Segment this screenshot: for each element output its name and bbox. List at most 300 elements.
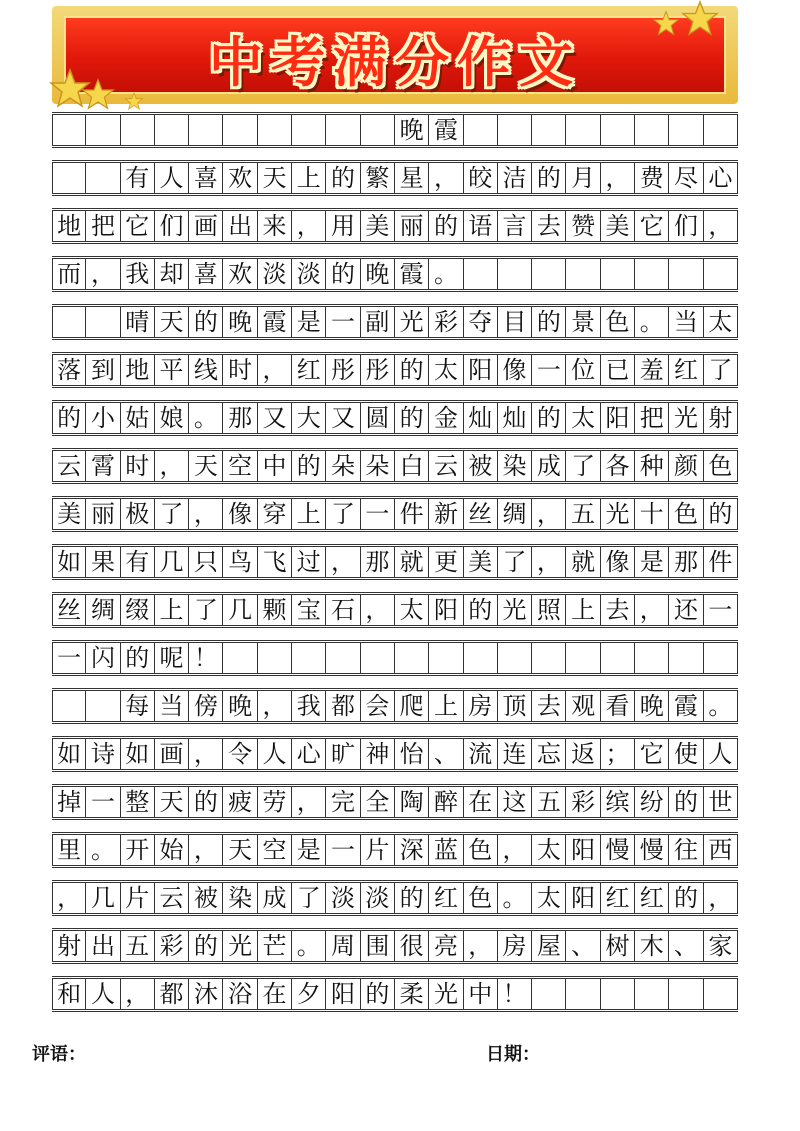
grid-cell: 、 <box>567 931 601 961</box>
grid-cell <box>498 259 532 289</box>
grid-cell: 件 <box>704 547 738 577</box>
grid-cell: 心 <box>704 163 738 193</box>
grid-cell: 。 <box>429 259 463 289</box>
grid-cell: ， <box>292 787 326 817</box>
grid-cell: 蓝 <box>429 835 463 865</box>
grid-cell: 来 <box>258 211 292 241</box>
grid-cell: 时 <box>224 355 258 385</box>
grid-row <box>52 400 738 436</box>
grid-cell: 一 <box>52 643 86 673</box>
grid-cell: 我 <box>121 259 155 289</box>
grid-cell: 了 <box>704 355 738 385</box>
grid-cell: 被 <box>464 451 498 481</box>
grid-cell <box>86 115 120 145</box>
grid-cell <box>567 259 601 289</box>
grid-cell <box>532 259 566 289</box>
grid-cell: 天 <box>155 787 189 817</box>
grid-cell: 到 <box>86 355 120 385</box>
grid-cell <box>635 643 669 673</box>
grid-cell: 几 <box>86 883 120 913</box>
grid-cell: 一 <box>326 307 360 337</box>
grid-row <box>52 928 738 964</box>
grid-cell <box>704 115 738 145</box>
grid-cell: 晚 <box>395 115 429 145</box>
grid-cell: 宝 <box>292 595 326 625</box>
grid-cell: 欢 <box>224 259 258 289</box>
grid-cell: ， <box>189 739 223 769</box>
grid-cell <box>189 115 223 145</box>
grid-cell <box>361 115 395 145</box>
grid-cell: 又 <box>326 403 360 433</box>
grid-cell: 诗 <box>86 739 120 769</box>
grid-row <box>52 256 738 292</box>
grid-cell: 飞 <box>258 547 292 577</box>
grid-cell: 看 <box>601 691 635 721</box>
grid-cell: 霞 <box>395 259 429 289</box>
grid-cell: 了 <box>567 451 601 481</box>
grid-cell: 色 <box>464 883 498 913</box>
grid-cell <box>86 307 120 337</box>
grid-cell: 西 <box>704 835 738 865</box>
grid-cell: 却 <box>155 259 189 289</box>
grid-cell: 光 <box>669 403 703 433</box>
grid-cell: 世 <box>704 787 738 817</box>
grid-cell: 如 <box>52 547 86 577</box>
grid-cell: 光 <box>429 979 463 1009</box>
grid-cell: 红 <box>429 883 463 913</box>
grid-cell: 疲 <box>224 787 258 817</box>
grid-cell: 天 <box>189 451 223 481</box>
grid-cell: 娘 <box>155 403 189 433</box>
grid-cell <box>121 115 155 145</box>
grid-cell: 出 <box>86 931 120 961</box>
grid-cell: 的 <box>669 883 703 913</box>
grid-cell: 上 <box>429 691 463 721</box>
grid-cell: 阳 <box>464 355 498 385</box>
grid-cell: 上 <box>292 499 326 529</box>
grid-cell: 人 <box>258 739 292 769</box>
grid-cell: 绸 <box>498 499 532 529</box>
grid-cell: 会 <box>361 691 395 721</box>
star-icon <box>652 10 680 36</box>
grid-cell: 空 <box>258 835 292 865</box>
grid-cell: 五 <box>121 931 155 961</box>
grid-cell <box>601 643 635 673</box>
grid-row <box>52 592 738 628</box>
grid-cell: 彤 <box>326 355 360 385</box>
grid-cell <box>464 643 498 673</box>
star-icon <box>80 78 116 110</box>
grid-cell: 洁 <box>498 163 532 193</box>
grid-cell <box>258 643 292 673</box>
grid-cell: 整 <box>121 787 155 817</box>
grid-cell: 光 <box>498 595 532 625</box>
grid-cell: 就 <box>395 547 429 577</box>
grid-cell: 星 <box>395 163 429 193</box>
grid-cell: 顶 <box>498 691 532 721</box>
grid-cell: 地 <box>121 355 155 385</box>
star-icon <box>124 92 144 110</box>
grid-cell: 件 <box>395 499 429 529</box>
grid-cell: 的 <box>52 403 86 433</box>
essay-title-row <box>52 112 738 148</box>
grid-cell: 的 <box>361 979 395 1009</box>
grid-cell <box>635 115 669 145</box>
grid-cell: 光 <box>224 931 258 961</box>
grid-cell <box>704 259 738 289</box>
grid-cell: 繁 <box>361 163 395 193</box>
grid-cell: 去 <box>532 691 566 721</box>
grid-cell: 染 <box>224 883 258 913</box>
grid-cell: ！ <box>189 643 223 673</box>
grid-cell: 光 <box>395 307 429 337</box>
grid-cell <box>669 115 703 145</box>
grid-cell <box>669 259 703 289</box>
grid-cell: 家 <box>704 931 738 961</box>
grid-cell: 我 <box>292 691 326 721</box>
grid-row <box>52 736 738 772</box>
grid-cell: 的 <box>429 211 463 241</box>
grid-cell: 了 <box>498 547 532 577</box>
grid-cell: 。 <box>86 835 120 865</box>
grid-cell: 夕 <box>292 979 326 1009</box>
grid-cell: 落 <box>52 355 86 385</box>
grid-cell: 喜 <box>189 259 223 289</box>
grid-cell: 周 <box>326 931 360 961</box>
grid-cell: 鸟 <box>224 547 258 577</box>
grid-cell: 淡 <box>326 883 360 913</box>
grid-cell: 在 <box>464 787 498 817</box>
grid-cell: 目 <box>498 307 532 337</box>
grid-cell: 傍 <box>189 691 223 721</box>
grid-cell: 丽 <box>86 499 120 529</box>
grid-cell: 天 <box>224 835 258 865</box>
grid-cell: 是 <box>635 547 669 577</box>
grid-cell: 地 <box>52 211 86 241</box>
grid-row <box>52 688 738 724</box>
grid-cell: 美 <box>464 547 498 577</box>
grid-cell: 的 <box>395 355 429 385</box>
grid-cell: 染 <box>498 451 532 481</box>
grid-cell: ， <box>635 595 669 625</box>
grid-cell: 彩 <box>155 931 189 961</box>
grid-cell: 霞 <box>669 691 703 721</box>
grid-cell: 全 <box>361 787 395 817</box>
grid-row <box>52 352 738 388</box>
grid-cell: 平 <box>155 355 189 385</box>
grid-cell: 醉 <box>429 787 463 817</box>
grid-cell: 五 <box>567 499 601 529</box>
grid-cell: 们 <box>155 211 189 241</box>
grid-cell: 在 <box>258 979 292 1009</box>
grid-cell: 太 <box>395 595 429 625</box>
grid-cell <box>52 115 86 145</box>
grid-cell <box>326 643 360 673</box>
grid-cell: 柔 <box>395 979 429 1009</box>
grid-cell <box>567 643 601 673</box>
grid-cell: ， <box>292 211 326 241</box>
grid-cell: 当 <box>669 307 703 337</box>
grid-cell <box>532 979 566 1009</box>
grid-cell <box>704 643 738 673</box>
grid-cell: 它 <box>635 739 669 769</box>
grid-cell: 的 <box>532 403 566 433</box>
grid-cell: 把 <box>86 211 120 241</box>
grid-cell <box>601 259 635 289</box>
grid-cell <box>224 115 258 145</box>
grid-cell: 月 <box>567 163 601 193</box>
grid-cell: ， <box>532 499 566 529</box>
grid-cell <box>464 115 498 145</box>
grid-cell <box>361 643 395 673</box>
banner-title: 中考满分作文 <box>209 31 581 94</box>
grid-cell: 一 <box>326 835 360 865</box>
grid-cell: 呢 <box>155 643 189 673</box>
grid-cell: 令 <box>224 739 258 769</box>
grid-cell <box>292 115 326 145</box>
grid-cell: 朵 <box>326 451 360 481</box>
grid-cell: ， <box>361 595 395 625</box>
grid-cell: 的 <box>395 403 429 433</box>
grid-cell: 用 <box>326 211 360 241</box>
grid-cell: 返 <box>567 739 601 769</box>
grid-cell: 把 <box>635 403 669 433</box>
grid-cell: 红 <box>635 883 669 913</box>
grid-cell: ， <box>429 163 463 193</box>
grid-row <box>52 544 738 580</box>
grid-cell: 副 <box>361 307 395 337</box>
grid-cell: 都 <box>326 691 360 721</box>
grid-cell: 像 <box>601 547 635 577</box>
grid-cell: 金 <box>429 403 463 433</box>
grid-cell: 云 <box>429 451 463 481</box>
grid-cell: 时 <box>121 451 155 481</box>
grid-cell: 十 <box>635 499 669 529</box>
grid-cell: 过 <box>292 547 326 577</box>
grid-cell: 太 <box>567 403 601 433</box>
grid-cell: 、 <box>669 931 703 961</box>
grid-cell: 当 <box>155 691 189 721</box>
grid-cell: ， <box>258 355 292 385</box>
grid-cell: 始 <box>155 835 189 865</box>
grid-cell: 阳 <box>326 979 360 1009</box>
grid-cell: 的 <box>704 499 738 529</box>
grid-cell: 掉 <box>52 787 86 817</box>
grid-cell: 观 <box>567 691 601 721</box>
grid-row <box>52 160 738 196</box>
grid-cell: ， <box>498 835 532 865</box>
grid-row <box>52 640 738 676</box>
grid-cell: 就 <box>567 547 601 577</box>
grid-cell: 色 <box>669 499 703 529</box>
grid-cell: 片 <box>361 835 395 865</box>
grid-cell: 太 <box>429 355 463 385</box>
grid-cell: 已 <box>601 355 635 385</box>
grid-cell: ， <box>532 547 566 577</box>
grid-cell: 灿 <box>498 403 532 433</box>
grid-cell: 晚 <box>224 691 258 721</box>
grid-cell <box>669 643 703 673</box>
grid-cell: 每 <box>121 691 155 721</box>
grid-cell: 这 <box>498 787 532 817</box>
grid-cell <box>464 259 498 289</box>
grid-cell <box>429 643 463 673</box>
grid-cell: 被 <box>189 883 223 913</box>
grid-cell: 爬 <box>395 691 429 721</box>
grid-cell: ， <box>155 451 189 481</box>
grid-cell: 的 <box>395 883 429 913</box>
grid-cell: 而 <box>52 259 86 289</box>
grid-cell: ， <box>189 835 223 865</box>
grid-row <box>52 304 738 340</box>
grid-cell: 如 <box>52 739 86 769</box>
grid-cell: 了 <box>326 499 360 529</box>
grid-cell: 完 <box>326 787 360 817</box>
grid-cell: 慢 <box>601 835 635 865</box>
grid-cell: 的 <box>326 163 360 193</box>
grid-cell: 流 <box>464 739 498 769</box>
grid-cell: 画 <box>155 739 189 769</box>
grid-cell: 白 <box>395 451 429 481</box>
title-banner <box>52 6 738 104</box>
grid-cell: 的 <box>189 307 223 337</box>
grid-cell: 红 <box>669 355 703 385</box>
grid-cell: 有 <box>121 547 155 577</box>
grid-cell: 那 <box>224 403 258 433</box>
grid-cell: 了 <box>155 499 189 529</box>
star-icon <box>680 0 720 36</box>
grid-cell: 阳 <box>601 403 635 433</box>
grid-cell <box>395 643 429 673</box>
grid-cell: 大 <box>292 403 326 433</box>
grid-cell: 丝 <box>52 595 86 625</box>
grid-cell <box>86 691 120 721</box>
grid-cell: 人 <box>86 979 120 1009</box>
grid-cell: 赞 <box>567 211 601 241</box>
grid-cell: 闪 <box>86 643 120 673</box>
grid-cell: 忘 <box>532 739 566 769</box>
grid-cell: 出 <box>224 211 258 241</box>
grid-cell: 中 <box>464 979 498 1009</box>
grid-cell: 的 <box>189 931 223 961</box>
grid-cell: 太 <box>704 307 738 337</box>
grid-cell <box>498 643 532 673</box>
grid-cell: 美 <box>601 211 635 241</box>
grid-cell: 使 <box>669 739 703 769</box>
grid-cell: 极 <box>121 499 155 529</box>
grid-cell: ， <box>258 691 292 721</box>
grid-cell: 红 <box>601 883 635 913</box>
grid-cell: 的 <box>532 163 566 193</box>
grid-row <box>52 880 738 916</box>
grid-cell: 那 <box>669 547 703 577</box>
grid-cell: 的 <box>121 643 155 673</box>
grid-cell: 位 <box>567 355 601 385</box>
grid-row <box>52 208 738 244</box>
grid-cell: 美 <box>52 499 86 529</box>
grid-cell: 浴 <box>224 979 258 1009</box>
grid-cell: 围 <box>361 931 395 961</box>
grid-cell: 像 <box>224 499 258 529</box>
grid-cell <box>567 115 601 145</box>
grid-cell <box>635 259 669 289</box>
grid-cell: 太 <box>532 883 566 913</box>
grid-cell: 劳 <box>258 787 292 817</box>
grid-cell: 彩 <box>429 307 463 337</box>
grid-cell: 它 <box>635 211 669 241</box>
grid-cell: 一 <box>704 595 738 625</box>
grid-cell <box>224 643 258 673</box>
grid-cell <box>52 307 86 337</box>
grid-cell <box>601 979 635 1009</box>
grid-cell: 淡 <box>361 883 395 913</box>
grid-cell: 照 <box>532 595 566 625</box>
grid-cell: 姑 <box>121 403 155 433</box>
grid-cell: 五 <box>532 787 566 817</box>
grid-cell: 红 <box>292 355 326 385</box>
grid-cell: ！ <box>498 979 532 1009</box>
grid-cell: 朵 <box>361 451 395 481</box>
grid-cell: 还 <box>669 595 703 625</box>
grid-cell: 欢 <box>224 163 258 193</box>
grid-cell: 屋 <box>532 931 566 961</box>
date-label: 日期： <box>486 1044 540 1065</box>
grid-cell: 费 <box>635 163 669 193</box>
grid-cell: 旷 <box>326 739 360 769</box>
grid-cell <box>86 163 120 193</box>
grid-cell: 里 <box>52 835 86 865</box>
grid-cell: 彩 <box>567 787 601 817</box>
grid-cell: 缤 <box>601 787 635 817</box>
grid-cell: 只 <box>189 547 223 577</box>
grid-cell: 晚 <box>361 259 395 289</box>
grid-cell: 片 <box>121 883 155 913</box>
grid-row <box>52 832 738 868</box>
grid-cell: 的 <box>189 787 223 817</box>
grid-cell: 石 <box>326 595 360 625</box>
grid-cell: ， <box>189 499 223 529</box>
grid-cell: 芒 <box>258 931 292 961</box>
grid-cell: 果 <box>86 547 120 577</box>
grid-cell: 霞 <box>258 307 292 337</box>
grid-cell: 有 <box>121 163 155 193</box>
grid-cell <box>155 115 189 145</box>
grid-cell: 上 <box>155 595 189 625</box>
grid-cell: 的 <box>669 787 703 817</box>
grid-cell: 一 <box>361 499 395 529</box>
grid-cell: 的 <box>464 595 498 625</box>
grid-cell: 一 <box>86 787 120 817</box>
grid-cell: 语 <box>464 211 498 241</box>
grid-cell: 云 <box>52 451 86 481</box>
grid-cell: 。 <box>498 883 532 913</box>
grid-cell: 是 <box>292 307 326 337</box>
grid-cell: 。 <box>635 307 669 337</box>
grid-cell: 几 <box>155 547 189 577</box>
grid-cell: 是 <box>292 835 326 865</box>
grid-cell: 开 <box>121 835 155 865</box>
grid-row <box>52 784 738 820</box>
grid-row <box>52 496 738 532</box>
grid-cell: 喜 <box>189 163 223 193</box>
grid-cell: 沐 <box>189 979 223 1009</box>
comment-label: 评语： <box>32 1044 86 1065</box>
grid-cell: 射 <box>52 931 86 961</box>
grid-cell: 彤 <box>361 355 395 385</box>
grid-cell: 缀 <box>121 595 155 625</box>
grid-cell: 皎 <box>464 163 498 193</box>
grid-cell: 晚 <box>224 307 258 337</box>
